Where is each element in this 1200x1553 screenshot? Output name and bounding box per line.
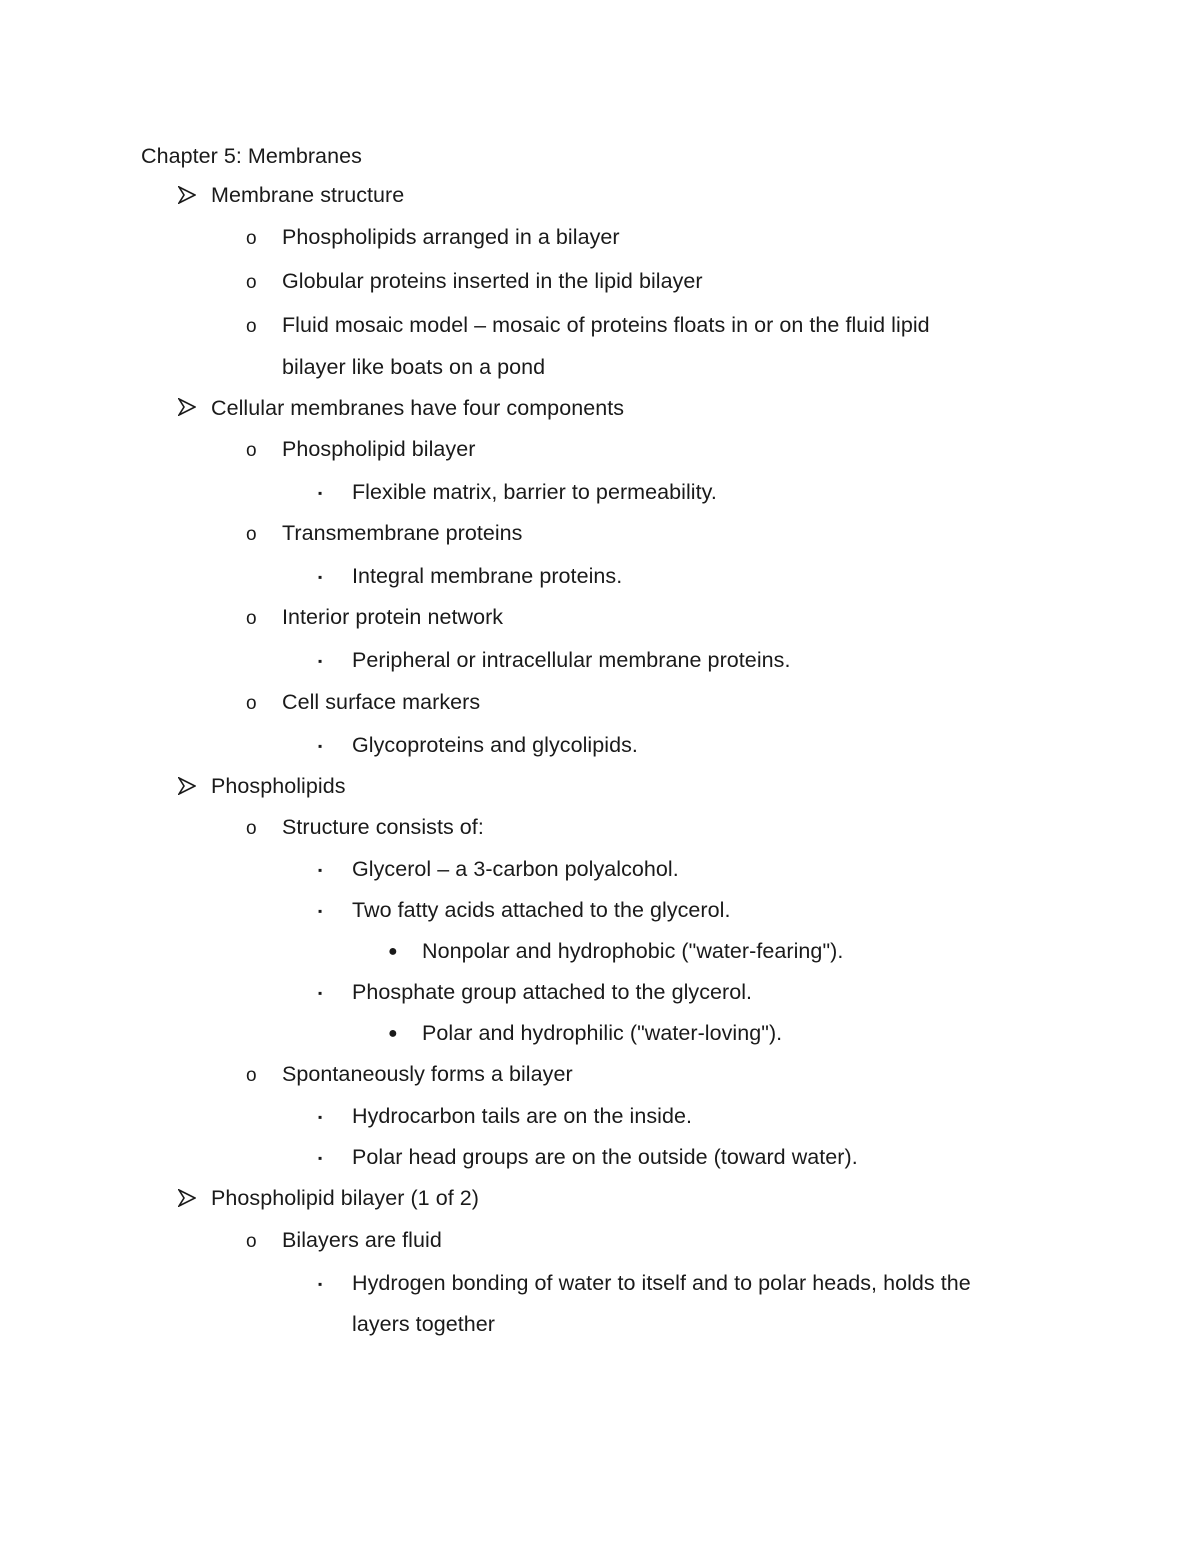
list-item-level3: Phosphate group attached to the glycerol. [352,980,753,1004]
square-bullet: ▪ [318,739,323,753]
arrowhead-bullet-icon [178,398,196,416]
arrowhead-bullet-icon [178,1189,196,1207]
circle-bullet: o [246,228,257,249]
list-item-level3: Polar head groups are on the outside (toward water). [352,1145,858,1169]
circle-bullet: o [246,1231,257,1252]
list-item-level2: Structure consists of: [282,815,484,839]
list-item-level4: Polar and hydrophilic ("water-loving"). [422,1021,783,1045]
circle-bullet: o [246,693,257,714]
list-item-level3: Flexible matrix, barrier to permeability. [352,480,717,504]
round-bullet: ● [388,943,398,960]
list-item-level2: Bilayers are fluid [282,1228,442,1252]
square-bullet: ▪ [318,904,323,918]
square-bullet: ▪ [318,486,323,500]
list-item-level3: Peripheral or intracellular membrane proteins. [352,648,791,672]
list-item-level3: Two fatty acids attached to the glycerol. [352,898,731,922]
square-bullet: ▪ [318,1151,323,1165]
arrowhead-bullet-icon [178,186,196,204]
list-item-level3: Hydrogen bonding of water to itself and to polar heads, holds the [352,1271,971,1295]
round-bullet: ● [388,1025,398,1042]
list-item-level1: Phospholipids [211,774,346,798]
circle-bullet: o [246,818,257,839]
circle-bullet: o [246,316,257,337]
list-item-level3: Integral membrane proteins. [352,564,623,588]
circle-bullet: o [246,1065,257,1086]
list-item-level2: Interior protein network [282,605,504,629]
list-item-level2: Transmembrane proteins [282,521,523,545]
list-item-level1: Phospholipid bilayer (1 of 2) [211,1186,479,1210]
square-bullet: ▪ [318,1277,323,1291]
list-item-level1: Cellular membranes have four components [211,396,625,420]
arrowhead-bullet-icon [178,777,196,795]
list-item-level2: Globular proteins inserted in the lipid bilayer [282,269,703,293]
list-item-continuation: layers together [352,1312,495,1336]
square-bullet: ▪ [318,1110,323,1124]
page-title: Chapter 5: Membranes [141,144,362,168]
square-bullet: ▪ [318,654,323,668]
circle-bullet: o [246,608,257,629]
list-item-level2: Phospholipid bilayer [282,437,476,461]
list-item-level1: Membrane structure [211,183,405,207]
square-bullet: ▪ [318,986,323,1000]
list-item-level3: Glycerol – a 3-carbon polyalcohol. [352,857,679,881]
circle-bullet: o [246,524,257,545]
circle-bullet: o [246,440,257,461]
square-bullet: ▪ [318,863,323,877]
list-item-level4: Nonpolar and hydrophobic ("water-fearing"). [422,939,844,963]
list-item-level2: Cell surface markers [282,690,481,714]
list-item-continuation: bilayer like boats on a pond [282,355,546,379]
circle-bullet: o [246,272,257,293]
list-item-level2: Spontaneously forms a bilayer [282,1062,573,1086]
list-item-level3: Glycoproteins and glycolipids. [352,733,638,757]
list-item-level2: Fluid mosaic model – mosaic of proteins floats in or on the fluid lipid [282,313,930,337]
square-bullet: ▪ [318,570,323,584]
list-item-level2: Phospholipids arranged in a bilayer [282,225,620,249]
list-item-level3: Hydrocarbon tails are on the inside. [352,1104,693,1128]
